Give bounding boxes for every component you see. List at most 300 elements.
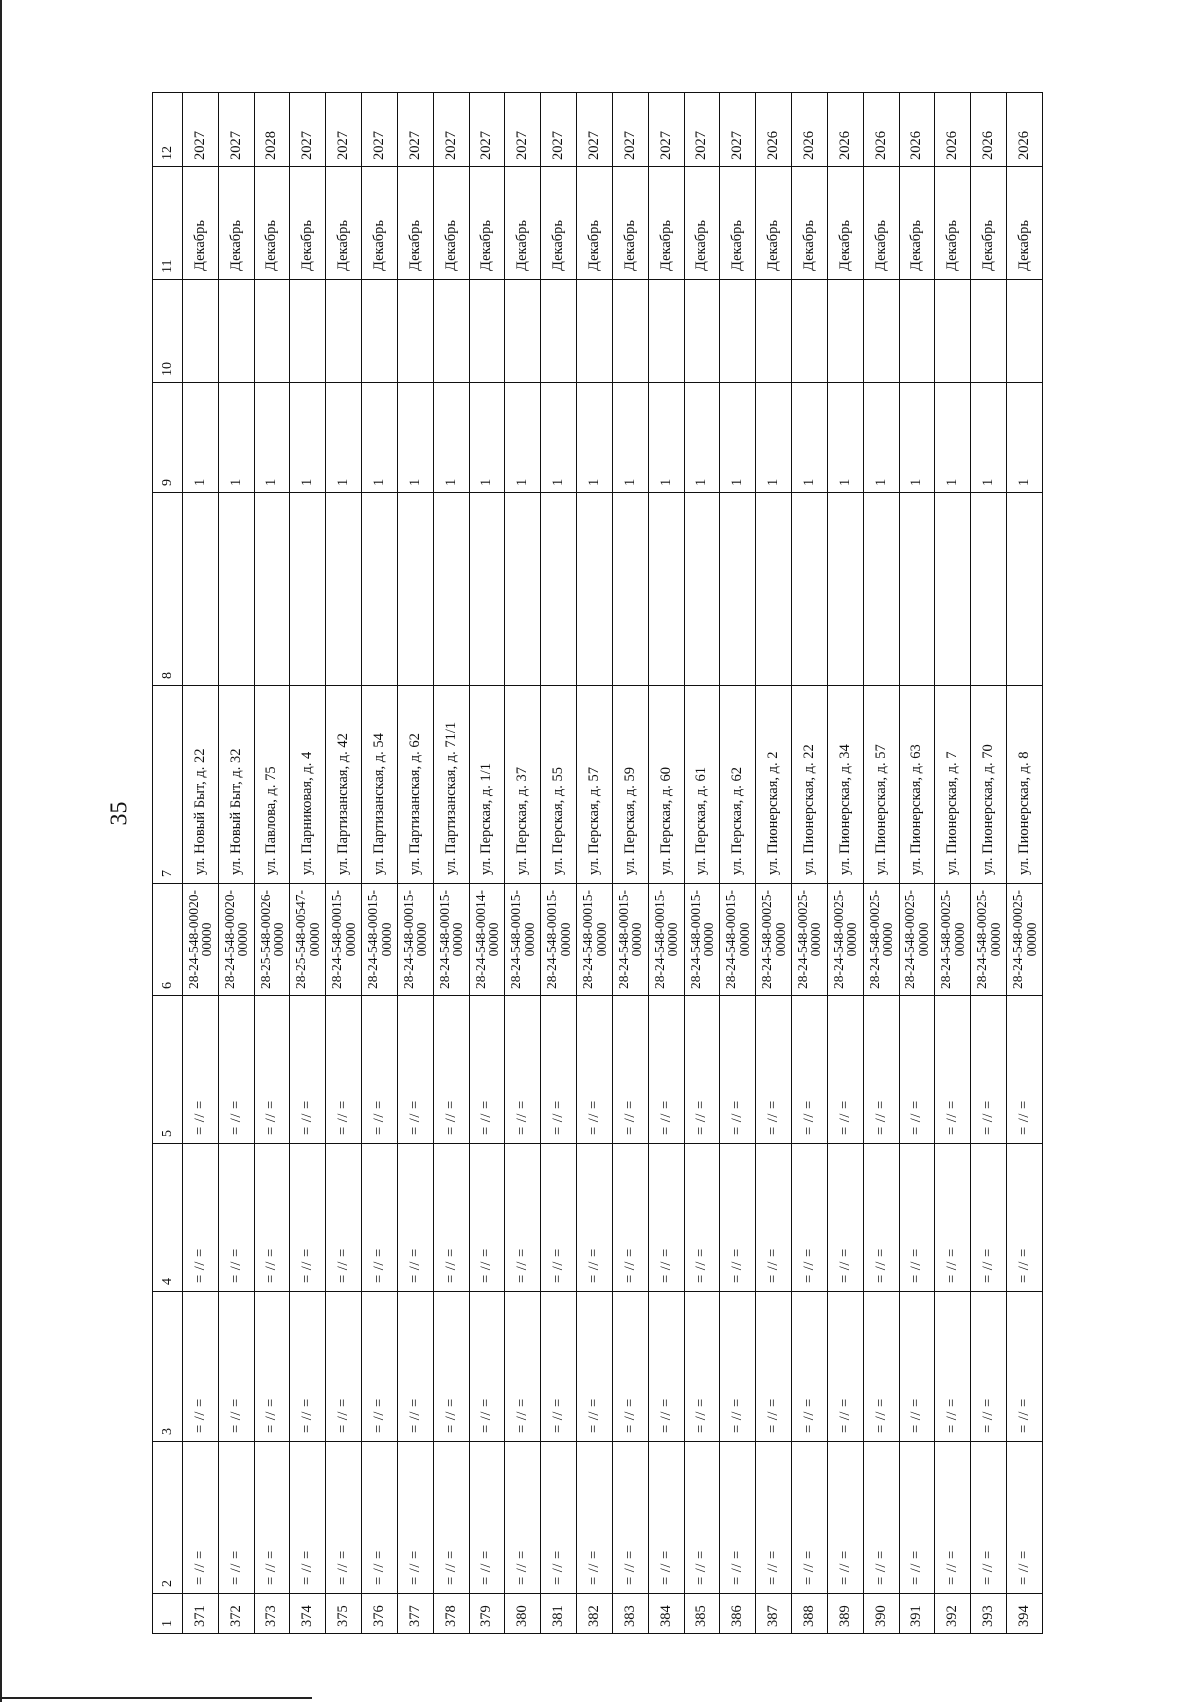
address-cell: ул. Пионерская, д. 70 (970, 685, 1006, 883)
count-cell: 1 (899, 382, 935, 492)
ditto-cell: = // = (325, 1291, 361, 1441)
row-number: 384 (648, 1593, 684, 1633)
ditto-cell: = // = (254, 1291, 290, 1441)
table-header-row (152, 92, 182, 1633)
address-cell: ул. Партизанская, д. 62 (397, 685, 433, 883)
year-cell: 2026 (755, 92, 791, 166)
year-cell: 2027 (504, 92, 540, 166)
row-number: 382 (576, 1593, 612, 1633)
ditto-cell: = // = (612, 1441, 648, 1593)
address-cell: ул. Перская, д. 57 (576, 685, 612, 883)
month-cell: Декабрь (1006, 166, 1042, 279)
ditto-cell: = // = (755, 995, 791, 1143)
count-cell: 1 (254, 382, 290, 492)
ditto-cell: = // = (397, 1291, 433, 1441)
ditto-cell: = // = (970, 1441, 1006, 1593)
year-cell: 2027 (576, 92, 612, 166)
count-cell: 1 (397, 382, 433, 492)
cadastral-code: 28-24-548-00025-00000 (791, 883, 827, 995)
count-cell: 1 (218, 382, 254, 492)
ditto-cell: = // = (719, 1441, 755, 1593)
ditto-cell: = // = (1006, 1143, 1042, 1291)
ditto-cell: = // = (182, 1291, 218, 1441)
empty-cell (325, 492, 361, 685)
cadastral-code: 28-24-548-00025-00000 (970, 883, 1006, 995)
column-header-5: 5 (152, 995, 182, 1143)
table-body (182, 92, 1042, 1633)
month-cell: Декабрь (684, 166, 720, 279)
column-header-11: 11 (152, 166, 182, 279)
count-cell: 1 (934, 382, 970, 492)
ditto-cell: = // = (504, 1143, 540, 1291)
ditto-cell: = // = (469, 1291, 505, 1441)
table-row (648, 92, 684, 1633)
table-row (791, 92, 827, 1633)
year-cell: 2027 (218, 92, 254, 166)
ditto-cell: = // = (397, 1441, 433, 1593)
month-cell: Декабрь (791, 166, 827, 279)
table-row (469, 92, 505, 1633)
month-cell: Декабрь (576, 166, 612, 279)
ditto-cell: = // = (791, 1441, 827, 1593)
year-cell: 2026 (791, 92, 827, 166)
cadastral-code: 28-24-548-00015-00000 (540, 883, 576, 995)
scan-edge-line (0, 0, 2, 1702)
address-cell: ул. Перская, д. 62 (719, 685, 755, 883)
table-row (182, 92, 218, 1633)
month-cell: Декабрь (254, 166, 290, 279)
ditto-cell: = // = (612, 995, 648, 1143)
address-cell: ул. Партизанская, д. 42 (325, 685, 361, 883)
cadastral-code: 28-24-548-00015-00000 (719, 883, 755, 995)
month-cell: Декабрь (899, 166, 935, 279)
ditto-cell: = // = (827, 1291, 863, 1441)
ditto-cell: = // = (863, 995, 899, 1143)
empty-cell (1006, 279, 1042, 382)
cadastral-code: 28-24-548-00015-00000 (504, 883, 540, 995)
row-number: 393 (970, 1593, 1006, 1633)
ditto-cell: = // = (289, 1143, 325, 1291)
ditto-cell: = // = (218, 995, 254, 1143)
year-cell: 2026 (863, 92, 899, 166)
ditto-cell: = // = (361, 1143, 397, 1291)
empty-cell (218, 492, 254, 685)
column-header-12: 12 (152, 92, 182, 166)
cadastral-code: 28-24-548-00025-00000 (1006, 883, 1042, 995)
empty-cell (791, 279, 827, 382)
year-cell: 2026 (899, 92, 935, 166)
count-cell: 1 (433, 382, 469, 492)
empty-cell (540, 279, 576, 382)
table-row (254, 92, 290, 1633)
empty-cell (504, 279, 540, 382)
ditto-cell: = // = (755, 1441, 791, 1593)
ditto-cell: = // = (934, 995, 970, 1143)
ditto-cell: = // = (970, 1291, 1006, 1441)
empty-cell (540, 492, 576, 685)
cadastral-code: 28-24-548-00025-00000 (755, 883, 791, 995)
table-row (218, 92, 254, 1633)
count-cell: 1 (791, 382, 827, 492)
month-cell: Декабрь (289, 166, 325, 279)
cadastral-code: 28-24-548-00015-00000 (397, 883, 433, 995)
count-cell: 1 (719, 382, 755, 492)
table-row (899, 92, 935, 1633)
ditto-cell: = // = (469, 1441, 505, 1593)
address-cell: ул. Пионерская, д. 34 (827, 685, 863, 883)
ditto-cell: = // = (540, 1143, 576, 1291)
ditto-cell: = // = (934, 1143, 970, 1291)
year-cell: 2027 (182, 92, 218, 166)
ditto-cell: = // = (899, 1291, 935, 1441)
ditto-cell: = // = (827, 995, 863, 1143)
empty-cell (612, 492, 648, 685)
table-row (684, 92, 720, 1633)
month-cell: Декабрь (325, 166, 361, 279)
empty-cell (397, 492, 433, 685)
address-cell: ул. Пионерская, д. 2 (755, 685, 791, 883)
ditto-cell: = // = (182, 1441, 218, 1593)
table-row (289, 92, 325, 1633)
cadastral-code: 28-24-548-00025-00000 (934, 883, 970, 995)
count-cell: 1 (325, 382, 361, 492)
count-cell: 1 (1006, 382, 1042, 492)
row-number: 379 (469, 1593, 505, 1633)
ditto-cell: = // = (182, 995, 218, 1143)
ditto-cell: = // = (934, 1291, 970, 1441)
ditto-cell: = // = (827, 1441, 863, 1593)
ditto-cell: = // = (934, 1441, 970, 1593)
count-cell: 1 (289, 382, 325, 492)
year-cell: 2027 (397, 92, 433, 166)
cadastral-code: 28-24-548-00015-00000 (612, 883, 648, 995)
month-cell: Декабрь (361, 166, 397, 279)
ditto-cell: = // = (397, 995, 433, 1143)
address-cell: ул. Пионерская, д. 22 (791, 685, 827, 883)
row-number: 381 (540, 1593, 576, 1633)
empty-cell (361, 279, 397, 382)
ditto-cell: = // = (325, 1143, 361, 1291)
cadastral-code: 28-24-548-00015-00000 (648, 883, 684, 995)
empty-cell (684, 492, 720, 685)
year-cell: 2026 (970, 92, 1006, 166)
ditto-cell: = // = (218, 1441, 254, 1593)
ditto-cell: = // = (719, 1143, 755, 1291)
ditto-cell: = // = (791, 1291, 827, 1441)
column-header-10: 10 (152, 279, 182, 382)
empty-cell (254, 279, 290, 382)
ditto-cell: = // = (218, 1291, 254, 1441)
row-number: 392 (934, 1593, 970, 1633)
cadastral-code: 28-24-548-00015-00000 (576, 883, 612, 995)
empty-cell (791, 492, 827, 685)
empty-cell (648, 492, 684, 685)
row-number: 378 (433, 1593, 469, 1633)
ditto-cell: = // = (719, 995, 755, 1143)
empty-cell (504, 492, 540, 685)
count-cell: 1 (361, 382, 397, 492)
empty-cell (612, 279, 648, 382)
ditto-cell: = // = (970, 995, 1006, 1143)
ditto-cell: = // = (719, 1291, 755, 1441)
empty-cell (1006, 492, 1042, 685)
empty-cell (934, 279, 970, 382)
ditto-cell: = // = (289, 1291, 325, 1441)
year-cell: 2026 (827, 92, 863, 166)
empty-cell (397, 279, 433, 382)
table-row (970, 92, 1006, 1633)
row-number: 388 (791, 1593, 827, 1633)
ditto-cell: = // = (469, 995, 505, 1143)
row-number: 391 (899, 1593, 935, 1633)
column-header-8: 8 (152, 492, 182, 685)
table-row (504, 92, 540, 1633)
ditto-cell: = // = (540, 1291, 576, 1441)
table-row (576, 92, 612, 1633)
count-cell: 1 (863, 382, 899, 492)
table-row (719, 92, 755, 1633)
ditto-cell: = // = (1006, 995, 1042, 1143)
ditto-cell: = // = (433, 1143, 469, 1291)
month-cell: Декабрь (540, 166, 576, 279)
column-header-6: 6 (152, 883, 182, 995)
month-cell: Декабрь (863, 166, 899, 279)
count-cell: 1 (612, 382, 648, 492)
empty-cell (899, 492, 935, 685)
register-table (152, 92, 1043, 1634)
ditto-cell: = // = (576, 1143, 612, 1291)
ditto-cell: = // = (540, 1441, 576, 1593)
month-cell: Декабрь (934, 166, 970, 279)
row-number: 376 (361, 1593, 397, 1633)
row-number: 372 (218, 1593, 254, 1633)
address-cell: ул. Пионерская, д. 7 (934, 685, 970, 883)
empty-cell (361, 492, 397, 685)
ditto-cell: = // = (576, 1441, 612, 1593)
ditto-cell: = // = (684, 995, 720, 1143)
table-row (863, 92, 899, 1633)
address-cell: ул. Перская, д. 1/1 (469, 685, 505, 883)
count-cell: 1 (182, 382, 218, 492)
year-cell: 2026 (934, 92, 970, 166)
count-cell: 1 (684, 382, 720, 492)
year-cell: 2028 (254, 92, 290, 166)
count-cell: 1 (469, 382, 505, 492)
empty-cell (433, 279, 469, 382)
year-cell: 2027 (684, 92, 720, 166)
ditto-cell: = // = (504, 995, 540, 1143)
ditto-cell: = // = (1006, 1441, 1042, 1593)
month-cell: Декабрь (755, 166, 791, 279)
cadastral-code: 28-24-548-00025-00000 (827, 883, 863, 995)
address-cell: ул. Перская, д. 55 (540, 685, 576, 883)
cadastral-code: 28-24-548-00020-00000 (182, 883, 218, 995)
table-row (361, 92, 397, 1633)
row-number: 389 (827, 1593, 863, 1633)
empty-cell (289, 279, 325, 382)
address-cell: ул. Парниковая, д. 4 (289, 685, 325, 883)
address-cell: ул. Новый Быт, д. 32 (218, 685, 254, 883)
year-cell: 2027 (361, 92, 397, 166)
empty-cell (648, 279, 684, 382)
ditto-cell: = // = (648, 1291, 684, 1441)
cadastral-code: 28-24-548-00025-00000 (899, 883, 935, 995)
month-cell: Декабрь (648, 166, 684, 279)
ditto-cell: = // = (289, 1441, 325, 1593)
ditto-cell: = // = (648, 995, 684, 1143)
ditto-cell: = // = (254, 1143, 290, 1291)
ditto-cell: = // = (361, 995, 397, 1143)
empty-cell (719, 492, 755, 685)
year-cell: 2027 (612, 92, 648, 166)
ditto-cell: = // = (469, 1143, 505, 1291)
row-number: 371 (182, 1593, 218, 1633)
month-cell: Декабрь (504, 166, 540, 279)
ditto-cell: = // = (254, 1441, 290, 1593)
row-number: 386 (719, 1593, 755, 1633)
ditto-cell: = // = (791, 995, 827, 1143)
month-cell: Декабрь (469, 166, 505, 279)
cadastral-code: 28-24-548-00015-00000 (684, 883, 720, 995)
ditto-cell: = // = (433, 1291, 469, 1441)
ditto-cell: = // = (504, 1291, 540, 1441)
month-cell: Декабрь (719, 166, 755, 279)
month-cell: Декабрь (970, 166, 1006, 279)
empty-cell (719, 279, 755, 382)
row-number: 385 (684, 1593, 720, 1633)
column-header-7: 7 (152, 685, 182, 883)
month-cell: Декабрь (218, 166, 254, 279)
cadastral-code: 28-24-548-00015-00000 (433, 883, 469, 995)
year-cell: 2027 (325, 92, 361, 166)
ditto-cell: = // = (576, 995, 612, 1143)
rotated-table-container (152, 93, 1043, 1634)
address-cell: ул. Новый Быт, д. 22 (182, 685, 218, 883)
ditto-cell: = // = (899, 995, 935, 1143)
count-cell: 1 (540, 382, 576, 492)
ditto-cell: = // = (899, 1143, 935, 1291)
ditto-cell: = // = (612, 1291, 648, 1441)
column-header-9: 9 (152, 382, 182, 492)
table-row (325, 92, 361, 1633)
empty-cell (254, 492, 290, 685)
cadastral-code: 28-24-548-00015-00000 (325, 883, 361, 995)
month-cell: Декабрь (397, 166, 433, 279)
year-cell: 2027 (469, 92, 505, 166)
empty-cell (863, 279, 899, 382)
year-cell: 2027 (648, 92, 684, 166)
empty-cell (863, 492, 899, 685)
table-row (612, 92, 648, 1633)
column-header-1: 1 (152, 1593, 182, 1633)
address-cell: ул. Перская, д. 59 (612, 685, 648, 883)
ditto-cell: = // = (433, 995, 469, 1143)
ditto-cell: = // = (325, 995, 361, 1143)
empty-cell (218, 279, 254, 382)
ditto-cell: = // = (755, 1291, 791, 1441)
address-cell: ул. Пионерская, д. 63 (899, 685, 935, 883)
empty-cell (970, 279, 1006, 382)
empty-cell (684, 279, 720, 382)
ditto-cell: = // = (791, 1143, 827, 1291)
empty-cell (827, 279, 863, 382)
empty-cell (934, 492, 970, 685)
ditto-cell: = // = (361, 1441, 397, 1593)
table-row (433, 92, 469, 1633)
row-number: 383 (612, 1593, 648, 1633)
count-cell: 1 (755, 382, 791, 492)
month-cell: Декабрь (827, 166, 863, 279)
empty-cell (576, 492, 612, 685)
cadastral-code: 28-25-548-00547-00000 (289, 883, 325, 995)
ditto-cell: = // = (755, 1143, 791, 1291)
ditto-cell: = // = (254, 995, 290, 1143)
empty-cell (433, 492, 469, 685)
empty-cell (576, 279, 612, 382)
month-cell: Декабрь (182, 166, 218, 279)
address-cell: ул. Пионерская, д. 57 (863, 685, 899, 883)
year-cell: 2027 (540, 92, 576, 166)
ditto-cell: = // = (684, 1291, 720, 1441)
ditto-cell: = // = (433, 1441, 469, 1593)
ditto-cell: = // = (576, 1291, 612, 1441)
year-cell: 2027 (719, 92, 755, 166)
footer-rule (0, 1697, 312, 1699)
table-row (755, 92, 791, 1633)
empty-cell (755, 279, 791, 382)
year-cell: 2026 (1006, 92, 1042, 166)
ditto-cell: = // = (289, 995, 325, 1143)
table-row (540, 92, 576, 1633)
ditto-cell: = // = (863, 1441, 899, 1593)
empty-cell (469, 279, 505, 382)
row-number: 387 (755, 1593, 791, 1633)
address-cell: ул. Перская, д. 61 (684, 685, 720, 883)
empty-cell (755, 492, 791, 685)
address-cell: ул. Партизанская, д. 54 (361, 685, 397, 883)
address-cell: ул. Партизанская, д. 71/1 (433, 685, 469, 883)
ditto-cell: = // = (899, 1441, 935, 1593)
cadastral-code: 28-24-548-00020-00000 (218, 883, 254, 995)
address-cell: ул. Перская, д. 37 (504, 685, 540, 883)
column-header-2: 2 (152, 1441, 182, 1593)
ditto-cell: = // = (684, 1143, 720, 1291)
ditto-cell: = // = (648, 1143, 684, 1291)
ditto-cell: = // = (361, 1291, 397, 1441)
ditto-cell: = // = (540, 995, 576, 1143)
count-cell: 1 (648, 382, 684, 492)
ditto-cell: = // = (504, 1441, 540, 1593)
row-number: 377 (397, 1593, 433, 1633)
ditto-cell: = // = (1006, 1291, 1042, 1441)
empty-cell (899, 279, 935, 382)
ditto-cell: = // = (684, 1441, 720, 1593)
ditto-cell: = // = (648, 1441, 684, 1593)
ditto-cell: = // = (863, 1143, 899, 1291)
ditto-cell: = // = (863, 1291, 899, 1441)
table-row (827, 92, 863, 1633)
empty-cell (469, 492, 505, 685)
table-row (1006, 92, 1042, 1633)
month-cell: Декабрь (433, 166, 469, 279)
cadastral-code: 28-25-548-00026-00000 (254, 883, 290, 995)
ditto-cell: = // = (182, 1143, 218, 1291)
cadastral-code: 28-24-548-00015-00000 (361, 883, 397, 995)
ditto-cell: = // = (970, 1143, 1006, 1291)
row-number: 373 (254, 1593, 290, 1633)
count-cell: 1 (576, 382, 612, 492)
ditto-cell: = // = (612, 1143, 648, 1291)
